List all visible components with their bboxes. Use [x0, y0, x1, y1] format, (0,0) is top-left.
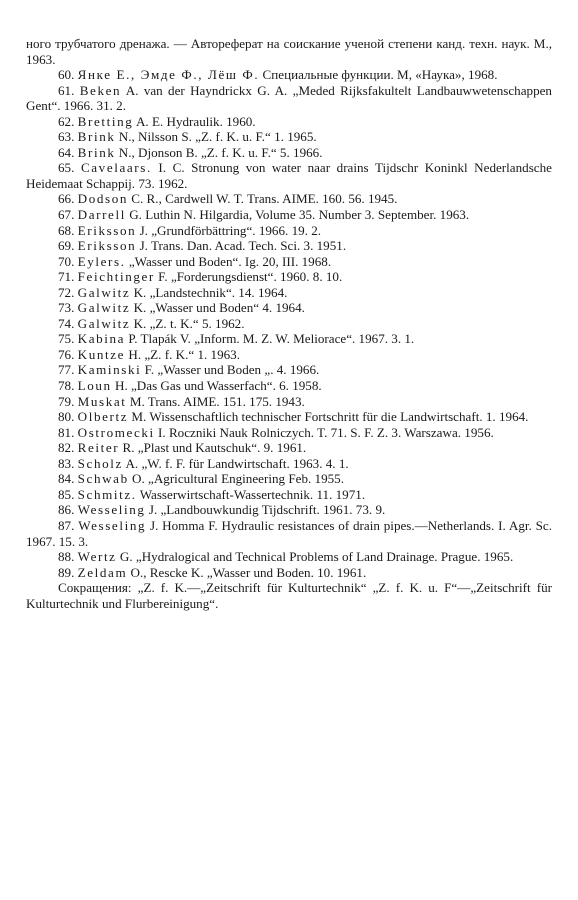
entry-text: J. Homma F. Hydraulic resistances of drain pipes.—Netherlands. I. Agr. Sc. 1967. 15. 3. [26, 517, 552, 549]
entry-author: Янке Е., Эмде Ф., Лёш Ф. [77, 67, 260, 83]
entry-number: 83. [58, 455, 75, 471]
entry-number: 62. [58, 113, 75, 129]
reference-entry [26, 67, 552, 83]
entry-number: 64. [58, 144, 75, 160]
entry-text: G. „Hydralogical and Technical Problems of Land Drainage. Prague. 1965. [119, 549, 514, 565]
entry-text: F. „Wasser und Boden „. 4. 1966. [144, 362, 320, 378]
reference-entry [26, 518, 552, 549]
reference-entry [26, 347, 552, 363]
entry-author: Bretting [77, 113, 134, 129]
entry-number: 76. [58, 346, 75, 362]
reference-entry [26, 565, 552, 581]
entry-number: 68. [58, 222, 75, 238]
entry-number: 65. [58, 160, 75, 176]
entry-number: 66. [58, 191, 75, 207]
entry-author: Darrell [77, 207, 126, 223]
reference-entry [26, 471, 552, 487]
entry-author: Kuntze [77, 346, 126, 362]
reference-entry [26, 207, 552, 223]
entry-text: M. Trans. AIME. 151. 175. 1943. [129, 393, 305, 409]
entry-number: 69. [58, 238, 75, 254]
entry-text: H. „Das Gas und Wasserfach“. 6. 1958. [114, 378, 322, 394]
entry-author: Ostromecki [77, 424, 155, 440]
entry-author: Dodson [77, 191, 128, 207]
entry-number: 61. [58, 82, 75, 98]
entry-author: Eriksson [77, 238, 137, 254]
entry-text: „Wasser und Boden“. Ig. 20, III. 1968. [128, 253, 332, 269]
entry-text: A. „W. f. F. für Landwirtschaft. 1963. 4. 1. [125, 455, 349, 471]
reference-list [26, 36, 552, 611]
reference-entry [26, 114, 552, 130]
entry-author: Galwitz [77, 315, 131, 331]
entry-text: J. „Grundförbättring“. 1966. 19. 2. [139, 222, 322, 238]
entry-text: ного трубчатого дренажа. — Автореферат на соискание ученой степени канд. техн. наук. М., 1963. [26, 36, 552, 67]
entry-text: Сокращения: „Z. f. K.—„Zeitschrift für Kulturtechnik“ „Z. f. K. u. F“—„Zeitschrift für Kulturtechnik und Flurbereinigung“. [26, 580, 552, 611]
entry-text: N., Nilsson S. „Z. f. K. u. F.“ 1. 1965. [118, 129, 317, 145]
entry-number: 89. [58, 564, 75, 580]
entry-text: K. „Landstechnik“. 14. 1964. [133, 284, 288, 300]
entry-text: J. „Landbouwkundig Tijdschrift. 1961. 73. 9. [148, 502, 386, 518]
entry-author: Wesseling [77, 502, 146, 518]
entry-text: I. Roczniki Nauk Rolniczych. T. 71. S. F. Z. 3. Warszawa. 1956. [158, 424, 494, 440]
reference-entry [26, 238, 552, 254]
entry-text: Wasserwirtschaft-Wassertechnik. 11. 1971. [139, 486, 366, 502]
reference-entry [26, 425, 552, 441]
reference-entry [26, 316, 552, 332]
entry-author: Galwitz [77, 284, 131, 300]
entry-text: Специальные функции. М, «Наука», 1968. [262, 67, 498, 83]
entry-text: C. R., Cardwell W. T. Trans. AIME. 160. 56. 1945. [131, 191, 398, 207]
entry-number: 82. [58, 440, 75, 456]
entry-number: 88. [58, 549, 75, 565]
entry-author: Eriksson [77, 222, 137, 238]
entry-author: Reiter [77, 440, 120, 456]
entry-author: Muskat [77, 393, 127, 409]
entry-author: Olbertz [77, 409, 129, 425]
reference-entry [26, 254, 552, 270]
entry-number: 73. [58, 300, 75, 316]
entry-number: 72. [58, 284, 75, 300]
reference-entry [26, 378, 552, 394]
entry-text: M. Wissenschaftlich technischer Fortschritt für die Landwirtschaft. 1. 1964. [131, 409, 529, 425]
abbreviations-note [26, 580, 552, 611]
reference-entry [26, 191, 552, 207]
entry-text: A. E. Hydraulik. 1960. [135, 113, 256, 129]
reference-entry [26, 160, 552, 191]
reference-entry [26, 129, 552, 145]
entry-text: J. Trans. Dan. Acad. Tech. Sci. 3. 1951. [139, 238, 347, 254]
entry-number: 77. [58, 362, 75, 378]
entry-text: N., Djonson B. „Z. f. K. u. F.“ 5. 1966. [118, 144, 323, 160]
entry-author: Brink [77, 129, 116, 145]
entry-number: 78. [58, 378, 75, 394]
reference-entry [26, 223, 552, 239]
entry-author: Kabina [77, 331, 126, 347]
entry-number: 60. [58, 67, 75, 83]
entry-author: Beken [79, 82, 122, 98]
entry-number: 74. [58, 315, 75, 331]
reference-entry [26, 300, 552, 316]
entry-author: Feichtinger [77, 269, 155, 285]
entry-number: 87. [58, 517, 75, 533]
reference-entry [26, 440, 552, 456]
reference-entry [26, 285, 552, 301]
entry-number: 79. [58, 393, 75, 409]
reference-entry [26, 331, 552, 347]
entry-text: G. Luthin N. Hilgardia, Volume 35. Number 3. September. 1963. [129, 207, 470, 223]
reference-entry [26, 83, 552, 114]
entry-author: Cavelaars. [80, 160, 152, 176]
reference-entry [26, 362, 552, 378]
entry-author: Galwitz [77, 300, 131, 316]
entry-number: 80. [58, 409, 75, 425]
entry-text: R. „Plast und Kautschuk“. 9. 1961. [122, 440, 307, 456]
entry-text: H. „Z. f. K.“ 1. 1963. [128, 346, 240, 362]
entry-text: K. „Wasser und Boden“ 4. 1964. [133, 300, 305, 316]
entry-author: Loun [77, 378, 112, 394]
entry-number: 84. [58, 471, 75, 487]
entry-text: A. van der Hayndrickx G. A. „Meded Rijksfakultelt Landbauwwetenschappen Gent“. 1966. 31. 2. [26, 82, 552, 114]
entry-number: 63. [58, 129, 75, 145]
entry-text: K. „Z. t. K.“ 5. 1962. [133, 315, 245, 331]
entry-number: 86. [58, 502, 75, 518]
reference-entry [26, 394, 552, 410]
entry-number: 70. [58, 253, 75, 269]
entry-author: Wertz [77, 549, 117, 565]
entry-text: F. „Forderungsdienst“. 1960. 8. 10. [158, 269, 343, 285]
entry-text: O., Rescke K. „Wasser und Boden. 10. 1961. [130, 564, 367, 580]
reference-entry [26, 487, 552, 503]
entry-author: Kaminski [77, 362, 142, 378]
entry-number: 71. [58, 269, 75, 285]
reference-entry-continued [26, 36, 552, 67]
entry-author: Scholz [77, 455, 123, 471]
entry-author: Wesseling [78, 517, 147, 533]
entry-text: I. C. Stronung von water naar drains Tijdschr Koninkl Nederlandsche Heidemaat Schappij. 73. 1962. [26, 160, 552, 191]
entry-author: Schmitz. [77, 486, 137, 502]
entry-number: 85. [58, 486, 75, 502]
entry-author: Zeldam [77, 564, 128, 580]
entry-author: Brink [77, 144, 116, 160]
entry-author: Eylers. [77, 253, 126, 269]
entry-number: 75. [58, 331, 75, 347]
entry-text: O. „Agricultural Engineering Feb. 1955. [132, 471, 344, 487]
entry-author: Schwab [77, 471, 129, 487]
reference-entry [26, 145, 552, 161]
reference-entry [26, 409, 552, 425]
reference-entry [26, 269, 552, 285]
entry-number: 81. [58, 424, 75, 440]
reference-entry [26, 549, 552, 565]
entry-text: P. Tlapák V. „Inform. M. Z. W. Meliorace“. 1967. 3. 1. [128, 331, 415, 347]
reference-entry [26, 502, 552, 518]
entry-number: 67. [58, 207, 75, 223]
reference-entry [26, 456, 552, 472]
